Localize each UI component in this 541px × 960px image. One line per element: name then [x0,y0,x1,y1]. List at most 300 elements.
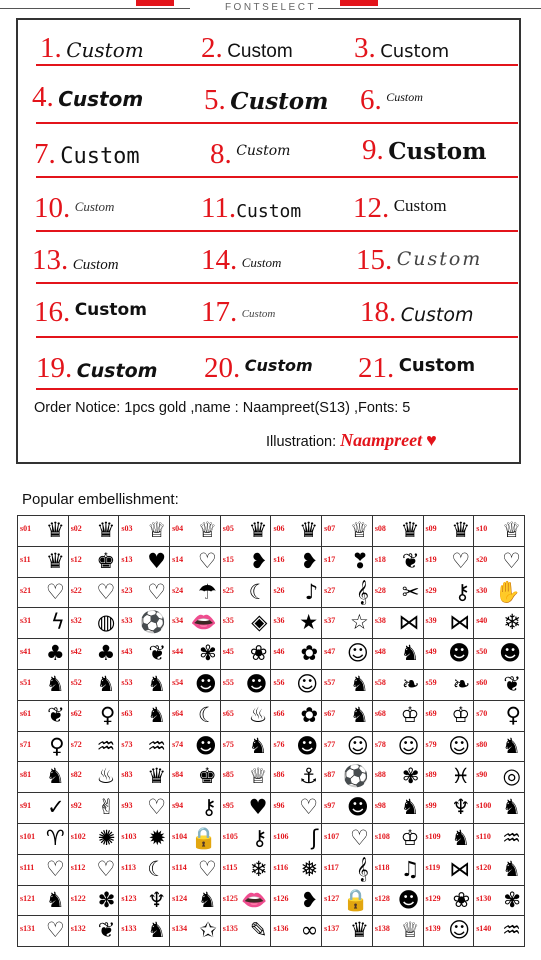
wings-heart-icon: ❥ [300,887,319,912]
embellishment-cell[interactable] [271,669,322,700]
font-option-16[interactable] [34,296,147,336]
palm-tree-icon: ♆ [451,795,471,820]
embellishment-code: s139 [425,924,441,934]
embellishment-cell[interactable] [474,916,525,947]
embellishment-cell[interactable] [18,516,69,547]
music-note-icon: ♫ [400,856,420,881]
embellishment-cell[interactable] [271,700,322,731]
font-option-2[interactable] [201,32,293,72]
embellishment-code: s116 [273,862,289,872]
embellishment-code: s102 [70,831,86,841]
embellishment-cell[interactable] [68,546,119,577]
font-number: 13. [32,244,69,276]
butterfly-icon: ❧ [452,671,471,696]
embellishment-cell[interactable] [372,823,423,854]
embellishment-cell[interactable] [474,793,525,824]
embellishment-cell[interactable] [474,700,525,731]
fairy-icon: ♀ [505,702,521,727]
embellishment-cell[interactable] [372,516,423,547]
swan-icon: ♔ [400,702,420,727]
embellishment-code: s26 [273,585,285,595]
embellishment-code: s140 [476,924,492,934]
burst-icon: ✹ [148,825,167,850]
embellishment-cell[interactable] [474,577,525,608]
font-option-10[interactable] [34,192,114,232]
font-sample: Custom [396,248,483,270]
embellishment-code: s120 [476,862,492,872]
font-sample: Custom [380,41,450,62]
embellishment-cell[interactable] [220,916,271,947]
music-note-icon: ♪ [304,579,319,604]
embellishment-code: s69 [425,708,437,718]
embellishment-cell[interactable] [423,577,474,608]
embellishment-code: s80 [476,739,488,749]
dolphin-icon: ♒ [502,918,521,943]
embellishment-cell[interactable] [271,762,322,793]
embellishment-cell[interactable] [68,762,119,793]
embellishment-cell[interactable] [372,639,423,670]
crown-icon: ♛ [400,518,420,542]
embellishment-row [18,823,525,854]
embellishment-cell[interactable] [322,639,373,670]
embellishment-code: s19 [425,554,437,564]
embellishment-code: s79 [425,739,437,749]
embellishment-code: s54 [172,677,184,687]
dog-icon: ♞ [502,733,521,758]
embellishment-cell[interactable] [220,823,271,854]
lips-icon: 👄 [190,610,217,635]
embellishment-cell[interactable] [322,608,373,639]
embellishment-cell[interactable] [372,916,423,947]
embellishment-cell[interactable] [372,793,423,824]
row-divider [36,336,518,338]
embellishment-cell[interactable] [119,731,170,762]
embellishment-code: s125 [222,893,238,903]
embellishment-cell[interactable] [423,700,474,731]
embellishment-cell[interactable] [372,608,423,639]
embellishment-code: s97 [324,801,336,811]
embellishment-code: s48 [374,647,386,657]
crown-icon: ♕ [400,918,420,943]
moon-icon: ☾ [248,579,268,604]
embellishment-cell[interactable] [322,823,373,854]
embellishment-code: s76 [273,739,285,749]
font-option-15[interactable] [356,244,482,284]
embellishment-cell[interactable] [322,546,373,577]
embellishment-cell[interactable] [220,669,271,700]
font-sample: Custom [74,199,115,214]
embellishment-cell[interactable] [119,577,170,608]
embellishment-cell[interactable] [119,669,170,700]
heart-swirl-icon: ♡ [45,579,65,604]
embellishment-cell[interactable] [170,885,221,916]
crown-icon: ♕ [197,518,217,542]
embellishment-cell[interactable] [119,546,170,577]
embellishment-cell[interactable] [322,669,373,700]
embellishment-cell[interactable] [322,516,373,547]
font-sample: Custom [66,38,144,62]
embellishment-code: s44 [172,647,184,657]
embellishment-cell[interactable] [372,700,423,731]
panda-icon: ☻ [296,733,319,758]
embellishment-cell[interactable] [423,854,474,885]
embellishment-code: s99 [425,801,437,811]
embellishment-code: s39 [425,616,437,626]
embellishment-code: s123 [121,893,137,903]
embellishment-row [18,854,525,885]
embellishment-cell[interactable] [119,916,170,947]
anchor-icon: ⚓ [299,764,319,789]
embellishment-cell[interactable] [18,577,69,608]
embellishment-cell[interactable] [119,639,170,670]
embellishment-cell[interactable] [423,731,474,762]
embellishment-code: s35 [222,616,234,626]
embellishment-cell[interactable] [271,823,322,854]
embellishment-cell[interactable] [18,762,69,793]
embellishment-cell[interactable] [474,731,525,762]
embellishment-cell[interactable] [170,823,221,854]
embellishment-code: s40 [476,616,488,626]
embellishment-code: s12 [70,554,82,564]
embellishment-code: s103 [121,831,137,841]
embellishment-cell[interactable] [322,700,373,731]
font-sample: Custom [236,143,291,159]
smiley-icon: ☺ [448,918,471,943]
embellishment-cell[interactable] [271,546,322,577]
bow-outline-icon: ⋈ [449,610,471,635]
embellishment-cell[interactable] [271,885,322,916]
font-option-7[interactable] [34,138,140,178]
flower-icon: ✿ [300,702,319,727]
embellishment-cell[interactable] [68,916,119,947]
embellishment-cell[interactable] [170,516,221,547]
embellishment-cell[interactable] [423,639,474,670]
embellishment-cell[interactable] [271,639,322,670]
font-sample: Custom [241,308,276,320]
embellishment-row [18,793,525,824]
embellishment-code: s73 [121,739,133,749]
embellishment-cell[interactable] [119,854,170,885]
embellishment-code: s105 [222,831,238,841]
embellishment-code: s01 [20,524,32,533]
embellishment-cell[interactable] [119,885,170,916]
key-icon: ⚷ [252,825,268,850]
embellishment-row [18,916,525,947]
embellishment-code: s128 [374,893,390,903]
cat-icon: ♞ [45,887,65,912]
embellishment-cell[interactable] [322,916,373,947]
embellishment-cell[interactable] [68,577,119,608]
embellishment-code: s121 [20,893,36,903]
font-option-6[interactable] [360,84,423,124]
font-sample: Custom [386,90,423,104]
embellishment-cell[interactable] [170,916,221,947]
embellishment-cell[interactable] [271,916,322,947]
embellishment-cell[interactable] [68,516,119,547]
heart-icon: ♥ [426,430,437,450]
embellishment-cell[interactable] [18,731,69,762]
embellishment-cell[interactable] [119,823,170,854]
embellishment-code: s03 [121,524,133,533]
lotus-icon: ✾ [503,887,521,912]
embellishment-cell[interactable] [474,854,525,885]
heart-outline-icon: ♡ [349,825,369,850]
font-sample: Custom [230,88,329,115]
embellishment-cell[interactable] [322,854,373,885]
tree-icon: ♣ [45,641,65,666]
embellishment-cell[interactable] [68,793,119,824]
font-option-20[interactable] [204,352,313,392]
embellishment-cell[interactable] [170,608,221,639]
embellishment-cell[interactable] [220,608,271,639]
embellishment-code: s36 [273,616,285,626]
embellishment-cell[interactable] [372,731,423,762]
font-sample: Custom [227,41,293,62]
rose-icon: ✿ [300,641,319,666]
embellishment-cell[interactable] [18,546,69,577]
embellishment-cell[interactable] [170,793,221,824]
embellishment-cell[interactable] [18,916,69,947]
embellishment-cell[interactable] [220,700,271,731]
embellishment-cell[interactable] [474,669,525,700]
embellishment-code: s55 [222,677,234,687]
embellishment-code: s71 [20,739,32,749]
embellishment-cell[interactable] [423,916,474,947]
paw-icon: ✋ [494,579,521,604]
embellishment-cell[interactable] [170,700,221,731]
crown-icon: ♚ [197,764,217,789]
embellishment-code: s32 [70,616,82,626]
font-option-9[interactable] [362,134,486,174]
font-number: 19. [36,352,73,384]
embellishment-cell[interactable] [372,885,423,916]
embellishment-code: s57 [324,677,336,687]
embellishment-cell[interactable] [119,516,170,547]
embellishment-code: s113 [121,862,137,872]
embellishment-cell[interactable] [68,885,119,916]
embellishment-row [18,608,525,639]
embellishment-cell[interactable] [474,546,525,577]
embellishment-cell[interactable] [322,793,373,824]
embellishment-row [18,731,525,762]
embellishment-cell[interactable] [68,608,119,639]
embellishment-row [18,762,525,793]
font-option-14[interactable] [201,244,281,284]
cat-icon: ♞ [349,671,369,696]
flame-icon: ♨ [248,702,268,727]
font-sample: Custom [241,255,282,270]
embellishment-cell[interactable] [322,762,373,793]
embellishment-cell[interactable] [271,577,322,608]
stars-icon: ✩ [199,918,217,943]
embellishment-cell[interactable] [170,762,221,793]
diamond-icon: ◈ [251,610,268,635]
embellishment-cell[interactable] [372,546,423,577]
header-title: FONTSELECT [224,2,317,13]
embellishment-cell[interactable] [372,762,423,793]
embellishment-cell[interactable] [220,854,271,885]
embellishment-cell[interactable] [220,885,271,916]
embellishment-cell[interactable] [170,731,221,762]
embellishment-cell[interactable] [220,546,271,577]
embellishment-cell[interactable] [68,854,119,885]
embellishment-cell[interactable] [423,885,474,916]
font-option-4[interactable] [32,81,143,121]
double-heart-icon: ❥ [300,548,319,573]
embellishment-cell[interactable] [423,793,474,824]
embellishment-cell[interactable] [372,854,423,885]
embellishment-code: s29 [425,585,437,595]
embellishment-code: s83 [121,770,133,780]
embellishment-code: s84 [172,770,184,780]
embellishment-cell[interactable] [18,823,69,854]
embellishment-cell[interactable] [68,669,119,700]
embellishment-cell[interactable] [220,793,271,824]
embellishment-cell[interactable] [18,669,69,700]
crown-icon: ♛ [451,518,471,542]
embellishment-cell[interactable] [18,608,69,639]
embellishment-cell[interactable] [423,516,474,547]
font-sample: Custom [236,201,302,222]
embellishment-code: s137 [324,924,340,934]
embellishment-cell[interactable] [271,854,322,885]
snowflake-icon: ❄ [503,610,521,635]
feather-icon: ✎ [249,918,268,943]
embellishment-code: s08 [374,524,386,533]
star-icon: ★ [299,610,319,635]
embellishment-cell[interactable] [423,608,474,639]
embellishment-cell[interactable] [271,793,322,824]
embellishment-cell[interactable] [170,854,221,885]
font-option-11[interactable] [201,192,301,232]
embellishment-code: s118 [374,862,390,872]
embellishment-code: s15 [222,554,234,564]
embellishment-cell[interactable] [170,639,221,670]
font-sample: Custom [72,257,119,273]
font-select-panel [16,18,521,464]
lips-icon: 👄 [241,887,268,912]
font-sample: Custom [398,355,476,376]
embellishment-cell[interactable] [220,516,271,547]
font-option-13[interactable] [32,244,119,284]
cat-icon: ♞ [147,918,167,943]
fox-icon: ♞ [147,671,167,696]
embellishment-code: s114 [172,862,187,872]
font-option-5[interactable] [204,84,328,124]
embellishment-cell[interactable] [423,762,474,793]
embellishment-cell[interactable] [18,885,69,916]
font-number: 5. [204,84,226,116]
snowflake-icon: ❅ [300,856,319,881]
embellishment-cell[interactable] [220,731,271,762]
font-sample: Custom [60,144,140,169]
embellishment-code: s124 [172,893,188,903]
embellishment-cell[interactable] [68,823,119,854]
embellishment-cell[interactable] [474,516,525,547]
embellishment-cell[interactable] [372,577,423,608]
embellishment-cell[interactable] [170,577,221,608]
embellishment-cell[interactable] [474,608,525,639]
lightning-icon: ϟ [50,610,65,635]
embellishment-cell[interactable] [423,823,474,854]
embellishment-cell[interactable] [474,823,525,854]
font-number: 14. [201,244,238,276]
font-option-1[interactable] [40,32,144,72]
embellishment-cell[interactable] [423,669,474,700]
embellishment-cell[interactable] [474,639,525,670]
embellishment-cell[interactable] [119,608,170,639]
embellishment-cell[interactable] [322,577,373,608]
maple-leaf-icon: ✾ [199,641,217,666]
font-option-17[interactable] [201,296,275,336]
embellishment-code: s41 [20,647,32,657]
embellishment-code: s10 [476,524,488,533]
embellishment-cell[interactable] [271,516,322,547]
embellishment-code: s27 [324,585,336,595]
crown-icon: ♕ [349,518,369,542]
embellishment-cell[interactable] [220,639,271,670]
double-heart-icon: ❥ [249,548,268,573]
teddy-icon: ☻ [397,887,420,912]
font-option-8[interactable] [210,138,290,178]
embellishment-cell[interactable] [18,854,69,885]
embellishment-cell[interactable] [68,700,119,731]
font-option-19[interactable] [36,352,157,392]
cat-icon: ♞ [147,702,167,727]
embellishment-cell[interactable] [271,608,322,639]
font-option-18[interactable] [360,296,474,336]
heart-pair-icon: ♡ [147,579,167,604]
embellishment-cell[interactable] [372,669,423,700]
font-option-3[interactable] [354,32,449,72]
embellishment-code: s07 [324,524,336,533]
illustration [266,430,437,451]
embellishment-cell[interactable] [170,669,221,700]
lock-icon: 🔒 [190,825,217,850]
embellishment-cell[interactable] [68,639,119,670]
bow-outline-icon: ⋈ [449,856,471,881]
embellishment-cell[interactable] [18,793,69,824]
embellishment-cell[interactable] [18,700,69,731]
font-option-12[interactable] [353,192,447,232]
embellishment-row [18,885,525,916]
embellishment-cell[interactable] [322,885,373,916]
mouse-ears-icon: ☻ [245,671,268,696]
embellishment-cell[interactable] [474,762,525,793]
embellishment-cell[interactable] [119,762,170,793]
embellishment-cell[interactable] [119,793,170,824]
ballerina-icon: ♀ [99,702,116,727]
embellishment-code: s34 [172,616,184,626]
embellishment-cell[interactable] [18,639,69,670]
embellishment-code: s25 [222,585,234,595]
embellishment-cell[interactable] [119,700,170,731]
embellishment-cell[interactable] [322,731,373,762]
heart-outline-icon: ♡ [45,918,65,943]
embellishment-cell[interactable] [68,731,119,762]
font-option-21[interactable] [358,352,475,392]
embellishment-cell[interactable] [220,762,271,793]
embellishment-code: s11 [20,554,31,564]
embellishment-code: s53 [121,677,133,687]
embellishment-cell[interactable] [271,731,322,762]
embellishment-cell[interactable] [220,577,271,608]
embellishment-cell[interactable] [423,546,474,577]
embellishment-code: s112 [70,862,86,872]
embellishment-cell[interactable] [170,546,221,577]
heart-outline-icon: ♡ [96,856,116,881]
embellishment-cell[interactable] [474,885,525,916]
